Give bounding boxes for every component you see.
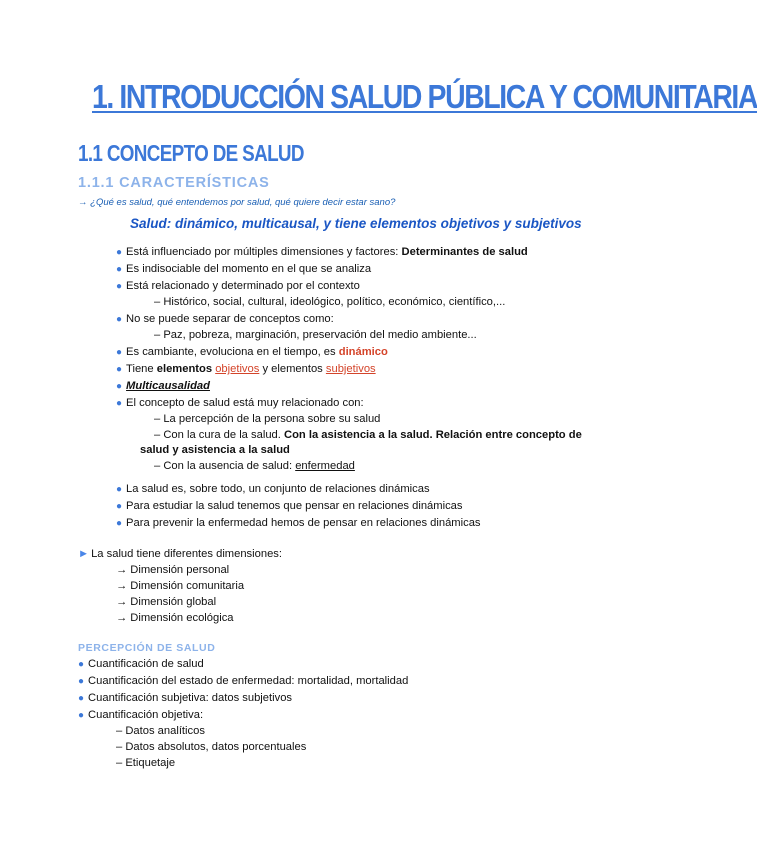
subsection-heading: 1.1.1 CARACTERÍSTICAS	[78, 175, 270, 191]
list-item: ● Cuantificación del estado de enfermedad: mortalidad, mortalidad	[78, 675, 409, 687]
sub-list-item: – La percepción de la persona sobre su salud	[154, 413, 381, 425]
bullet-icon: ●	[116, 264, 123, 275]
bullet-icon: ●	[116, 281, 123, 292]
dimension-item: → Dimensión ecológica	[116, 612, 234, 624]
sub-list-item: – Datos absolutos, datos porcentuales	[116, 741, 307, 753]
salud-heading: Salud: dinámico, multicausal, y tiene elementos objetivos y subjetivos	[130, 216, 582, 231]
triangle-icon: ►	[78, 548, 90, 560]
bullet-icon: ●	[78, 676, 85, 687]
list-item: ● La salud es, sobre todo, un conjunto de relaciones dinámicas	[116, 483, 430, 495]
question-line: → ¿Qué es salud, qué entendemos por salud, qué quiere decir estar sano?	[78, 197, 396, 208]
sub-list-item: – Con la cura de la salud. Con la asistencia a la salud. Relación entre concepto de	[154, 429, 582, 441]
list-item: ● Tiene elementos objetivos y elementos subjetivos	[116, 363, 376, 375]
sub-list-item: – Histórico, social, cultural, ideológico, político, económico, científico,...	[154, 296, 506, 308]
bullet-icon: ●	[116, 518, 123, 529]
bullet-icon: ●	[116, 364, 123, 375]
list-item: ● No se puede separar de conceptos como:	[116, 313, 334, 325]
list-item: ● Para estudiar la salud tenemos que pensar en relaciones dinámicas	[116, 500, 463, 512]
list-item: ● Multicausalidad	[116, 380, 210, 392]
list-item: ● Cuantificación de salud	[78, 658, 204, 670]
bullet-icon: ●	[116, 347, 123, 358]
sub-list-item-continued: salud y asistencia a la salud	[140, 444, 290, 456]
list-item: ● Está influenciado por múltiples dimensiones y factores: Determinantes de salud	[116, 246, 528, 258]
section-heading: 1.1 CONCEPTO DE SALUD	[78, 140, 304, 166]
bullet-icon: ●	[78, 659, 85, 670]
dimension-item: → Dimensión personal	[116, 564, 230, 576]
bullet-icon: ●	[78, 693, 85, 704]
list-item: ● Para prevenir la enfermedad hemos de pensar en relaciones dinámicas	[116, 517, 481, 529]
sub-list-item: – Datos analíticos	[116, 725, 205, 737]
list-item: ● Está relacionado y determinado por el contexto	[116, 280, 360, 292]
bullet-icon: ●	[116, 247, 123, 258]
dimension-item: → Dimensión comunitaria	[116, 580, 245, 592]
sub-list-item: – Etiquetaje	[116, 757, 176, 769]
bullet-icon: ●	[116, 314, 123, 325]
sub-list-item: – Con la ausencia de salud: enfermedad	[154, 460, 355, 472]
dimension-item: → Dimensión global	[116, 596, 217, 608]
list-item: ● Cuantificación subjetiva: datos subjetivos	[78, 692, 293, 704]
list-item: ● Es cambiante, evoluciona en el tiempo, es dinámico	[116, 346, 388, 358]
list-item: ● Cuantificación objetiva:	[78, 709, 204, 721]
list-item: ● Es indisociable del momento en el que se analiza	[116, 263, 372, 275]
bullet-icon: ●	[116, 398, 123, 409]
list-item: ● El concepto de salud está muy relacionado con:	[116, 397, 364, 409]
sub-list-item: – Paz, pobreza, marginación, preservación del medio ambiente...	[154, 329, 477, 341]
bullet-icon: ●	[116, 501, 123, 512]
perception-heading: PERCEPCIÓN DE SALUD	[78, 642, 216, 654]
page-title: 1. INTRODUCCIÓN SALUD PÚBLICA Y COMUNITARIA	[92, 78, 757, 115]
bullet-icon: ●	[116, 484, 123, 495]
dimensions-intro: ► La salud tiene diferentes dimensiones:	[78, 548, 283, 560]
bullet-icon: ●	[116, 381, 123, 392]
bullet-icon: ●	[78, 710, 85, 721]
